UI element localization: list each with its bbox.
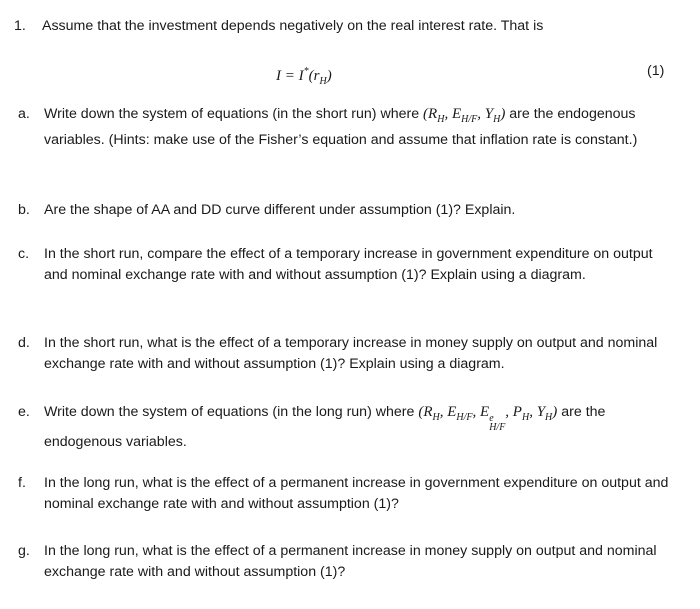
question-number: 1. — [14, 18, 26, 34]
part-text: In the long run, what is the effect of a permanent increase in government expenditure on output and nominal exchange rate with and without assumption (1)? — [44, 475, 669, 512]
part-text: In the short run, compare the effect of a temporary increase in government expenditure on output and nominal exchange rate with and without assumption (1)? Explain using a diagram. — [44, 246, 653, 283]
part-text: Write down the system of equations (in the short run) where ($R_H$, $E_{H/F}$, $Y_H$) are the endogenous variables. (Hints: make use of the Fisher’s equation and assume that inflation rate is constant.) — [44, 106, 638, 148]
part-label: d. — [18, 335, 30, 351]
investment-equation: $I = I^*(r_H)$ — [276, 66, 332, 87]
question-intro: Assume that the investment depends negatively on the real interest rate. That is — [42, 18, 544, 34]
part-label: b. — [18, 202, 30, 218]
part-label: e. — [18, 404, 30, 420]
part-text: Are the shape of AA and DD curve different under assumption (1)? Explain. — [44, 202, 516, 218]
part-text: In the long run, what is the effect of a permanent increase in money supply on output and nominal exchange rate with and without assumption (1)? — [44, 543, 657, 580]
endogenous-vars-long-run: ($R_H$, $E_{H/F}$, E e H/F , $P_H$, $Y_H$) — [418, 404, 558, 433]
endogenous-vars-short-run: ($R_H$, $E_{H/F}$, $Y_H$) — [423, 106, 506, 125]
part-label: c. — [18, 246, 30, 262]
equation-tag: (1) — [647, 63, 665, 79]
part-label: f. — [18, 475, 26, 491]
equation-line — [0, 61, 700, 85]
part-label: a. — [18, 106, 30, 122]
part-text: In the short run, what is the effect of a temporary increase in money supply on output and nominal exchange rate with and without assumption (1)? Explain using a diagram. — [44, 335, 658, 372]
part-text: Write down the system of equations (in the long run) where ($R_H$, $E_{H/F}$, E e H/F , $P_H$, $Y_H$) are the endogenous variables. — [44, 404, 606, 450]
part-label: g. — [18, 543, 30, 559]
